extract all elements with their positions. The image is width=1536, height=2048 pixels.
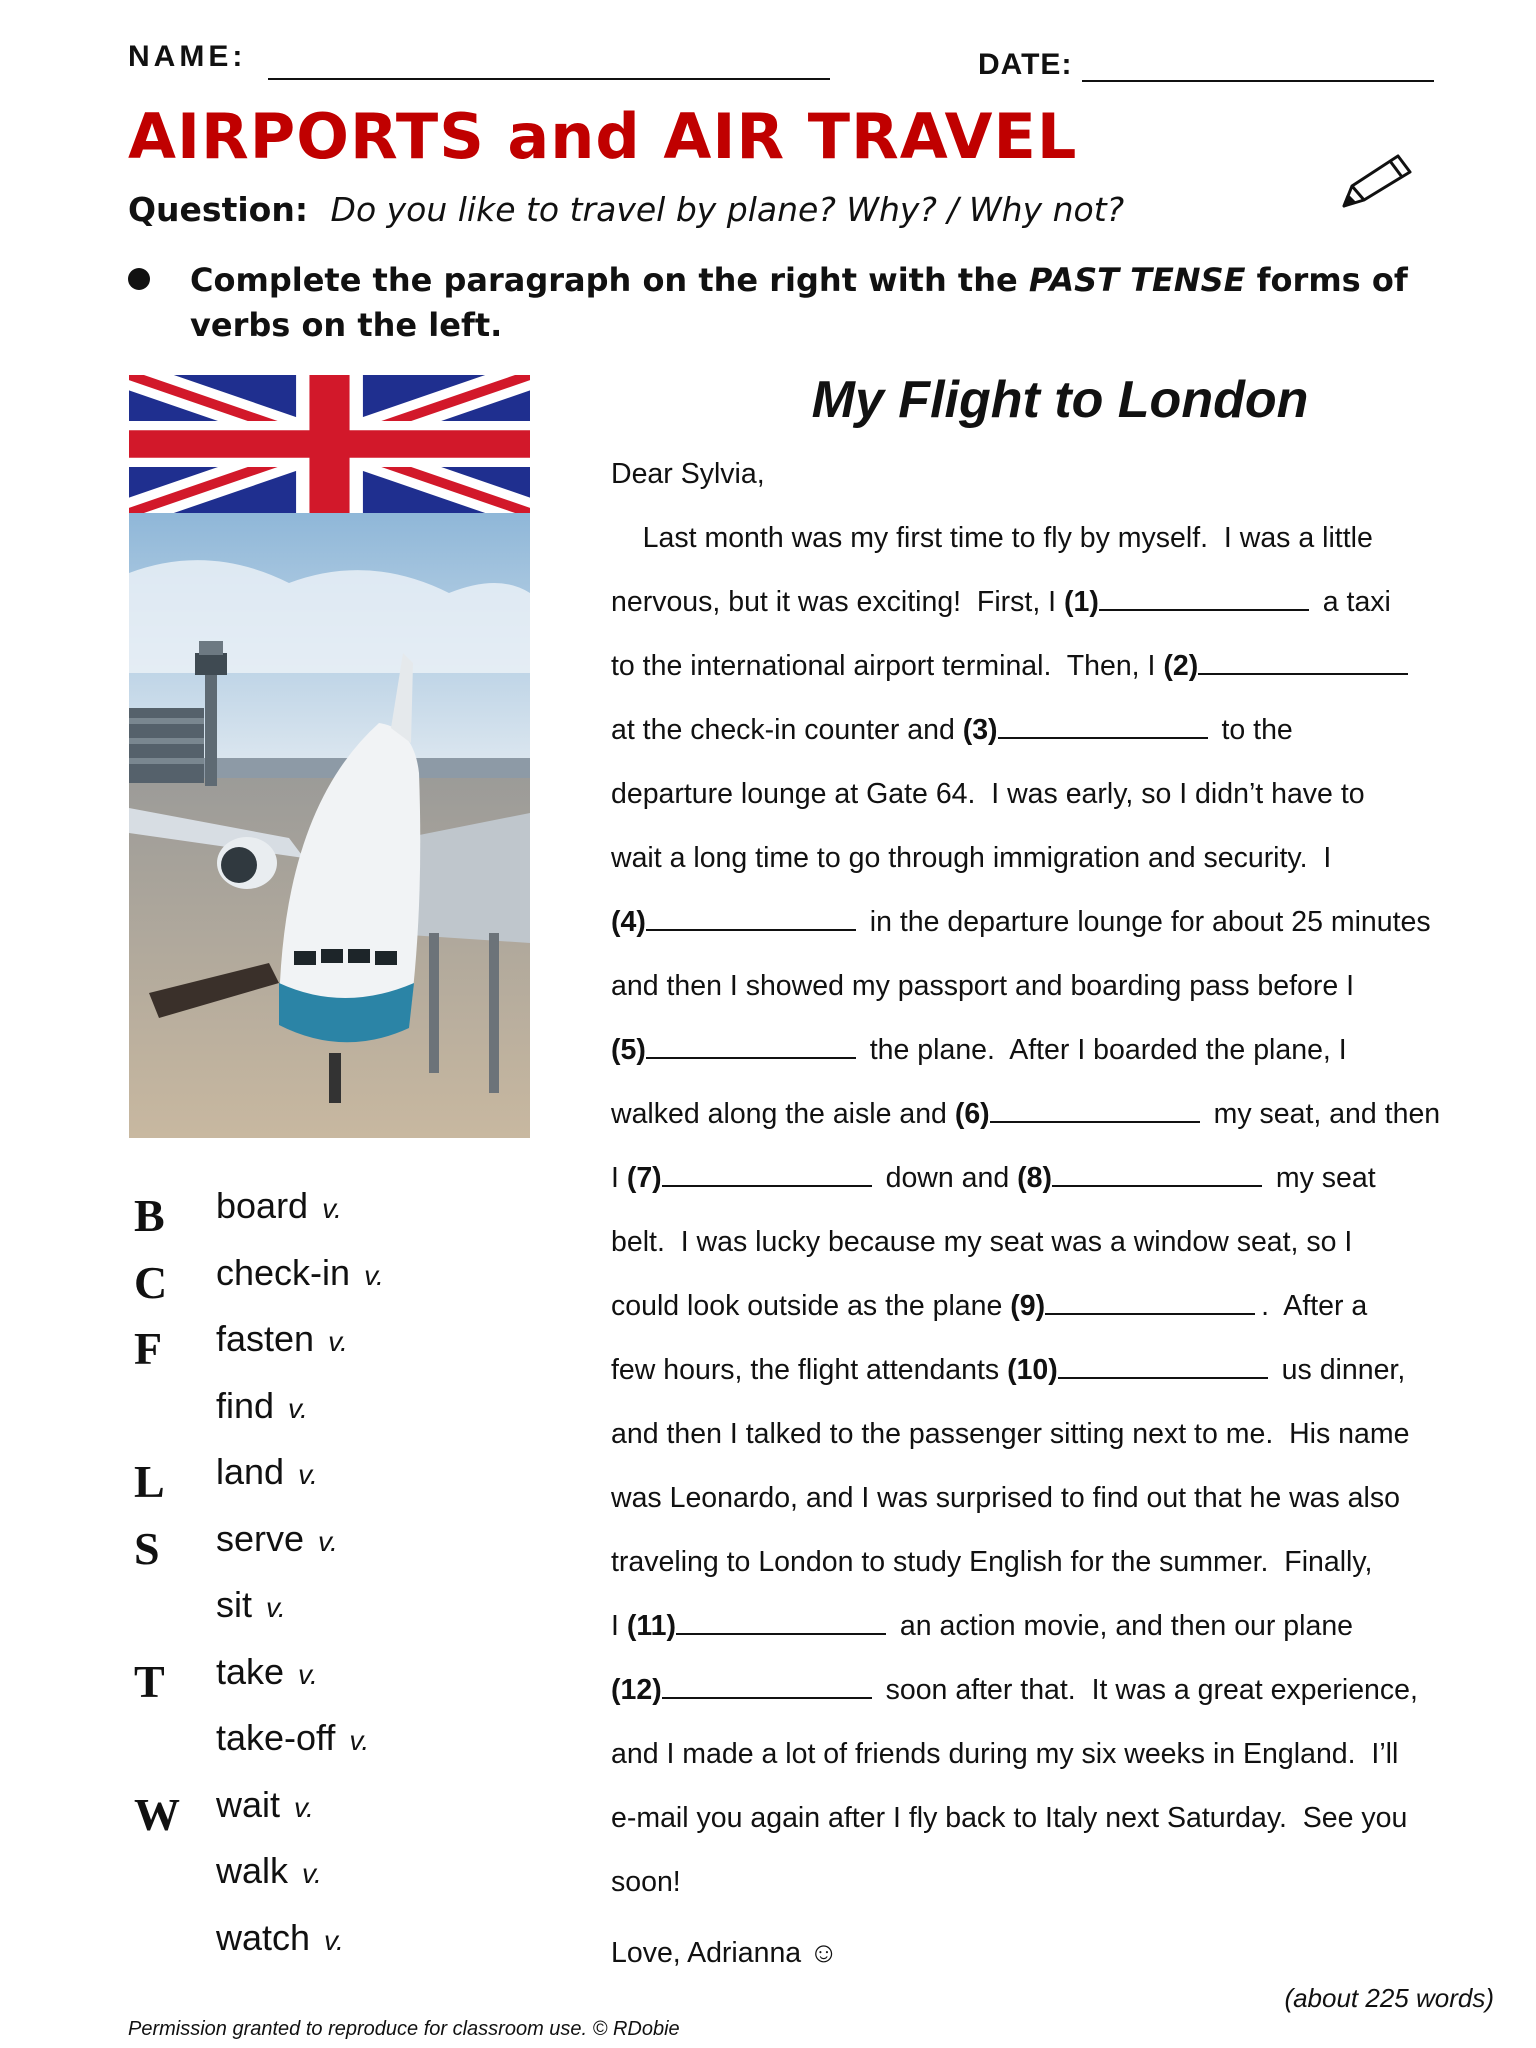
verb: find xyxy=(216,1384,275,1426)
story-line xyxy=(611,842,1331,875)
story-text: down and xyxy=(877,1162,1018,1194)
story-text: . After a xyxy=(1261,1290,1368,1322)
word-bank-item xyxy=(128,1318,508,1384)
story-line xyxy=(611,1418,1409,1451)
story-text: I xyxy=(611,1162,627,1194)
verb: take-off xyxy=(216,1717,336,1758)
answer-blank[interactable] xyxy=(646,1035,856,1059)
part-of-speech: v. xyxy=(298,1459,318,1490)
story-line xyxy=(611,1546,1372,1579)
story-text: us dinner, xyxy=(1273,1354,1406,1386)
story-text: the plane. After I boarded the plane, I xyxy=(861,1034,1347,1066)
story-line xyxy=(611,970,1354,1003)
part-of-speech: v. xyxy=(288,1392,308,1424)
story-text: to the xyxy=(1213,714,1293,746)
answer-blank[interactable] xyxy=(676,1611,886,1635)
story-text: soon! xyxy=(611,1866,681,1898)
blank-number: (9) xyxy=(1010,1290,1046,1322)
blank-number: (2) xyxy=(1163,650,1199,682)
story-text: and then I talked to the passenger sitting next to me. His name xyxy=(611,1418,1410,1450)
part-of-speech: v. xyxy=(364,1259,384,1291)
story-line xyxy=(611,1354,1405,1387)
index-letter: B xyxy=(134,1190,165,1241)
verb: serve xyxy=(216,1517,305,1559)
story-text: an action movie, and then our plane xyxy=(891,1610,1354,1642)
question xyxy=(128,190,1124,229)
story-text: and I made a lot of friends during my six weeks in England. I’ll xyxy=(611,1738,1399,1770)
story-line xyxy=(611,1226,1352,1259)
story-text: to the international airport terminal. Then, I xyxy=(611,650,1164,682)
part-of-speech: v. xyxy=(324,1924,344,1956)
index-letter: W xyxy=(134,1788,180,1840)
verb: walk xyxy=(216,1850,289,1891)
story-line xyxy=(611,1290,1367,1323)
index-letter: S xyxy=(134,1522,160,1574)
bullet-icon xyxy=(128,268,150,290)
footer-permission: Permission granted to reproduce for classroom use. © RDobie xyxy=(128,2018,680,2040)
story-line xyxy=(611,1802,1407,1835)
uk-flag-image xyxy=(129,375,530,513)
index-letter: C xyxy=(134,1256,168,1308)
instruction-part2: forms of verbs on the left. xyxy=(190,261,1408,344)
story-line xyxy=(611,778,1365,811)
page-title: AIRPORTS and AIR TRAVEL xyxy=(128,100,1078,173)
instruction-part1: Complete the paragraph on the right with the xyxy=(190,261,1029,299)
story-line xyxy=(611,1738,1398,1771)
part-of-speech: v. xyxy=(294,1791,314,1823)
airplane-photo xyxy=(129,513,530,1138)
story-text: in the departure lounge for about 25 minutes xyxy=(861,906,1431,938)
date-field[interactable] xyxy=(1082,80,1434,82)
date-label: DATE: xyxy=(978,48,1073,81)
part-of-speech: v. xyxy=(318,1525,338,1557)
answer-blank[interactable] xyxy=(990,1099,1200,1123)
part-of-speech: v. xyxy=(322,1193,342,1224)
blank-number: (5) xyxy=(611,1034,646,1066)
story-line xyxy=(611,714,1293,747)
index-letter: L xyxy=(134,1456,165,1507)
name-field[interactable] xyxy=(268,78,830,80)
blank-number: (7) xyxy=(626,1162,662,1194)
story-text: nervous, but it was exciting! First, I xyxy=(611,586,1064,618)
question-label: Question: xyxy=(128,190,309,229)
answer-blank[interactable] xyxy=(662,1163,872,1187)
answer-blank[interactable] xyxy=(646,907,856,931)
word-bank-item xyxy=(128,1185,508,1251)
story-text: belt. I was lucky because my seat was a window seat, so I xyxy=(611,1226,1353,1258)
story-text: my seat xyxy=(1267,1162,1376,1194)
story-text: Last month was my first time to fly by myself. I was a little xyxy=(611,522,1373,554)
story-text: wait a long time to go through immigration and security. I xyxy=(611,842,1332,874)
story-title: My Flight to London xyxy=(811,371,1309,429)
story-greeting: Dear Sylvia, xyxy=(611,458,765,490)
story-text: was Leonardo, and I was surprised to find out that he was also xyxy=(611,1482,1400,1514)
word-bank-item xyxy=(128,1917,508,1983)
story-line xyxy=(611,1098,1440,1131)
story-line xyxy=(611,906,1431,939)
verb: take xyxy=(216,1650,285,1692)
story-text: I xyxy=(611,1610,627,1642)
story-line xyxy=(611,1034,1347,1067)
word-bank-item xyxy=(128,1451,508,1517)
story-text: soon after that. It was a great experience, xyxy=(877,1674,1418,1706)
verb: land xyxy=(216,1451,285,1492)
verb: board xyxy=(216,1185,309,1226)
blank-number: (12) xyxy=(611,1674,662,1706)
verb: sit xyxy=(216,1584,252,1625)
story-line xyxy=(611,522,1373,555)
pencil-icon xyxy=(1338,148,1420,214)
story-line xyxy=(611,1610,1353,1643)
answer-blank[interactable] xyxy=(1052,1163,1262,1187)
word-bank-item xyxy=(128,1518,508,1584)
blank-number: (3) xyxy=(962,714,998,746)
part-of-speech: v. xyxy=(302,1858,322,1889)
answer-blank[interactable] xyxy=(1045,1291,1255,1315)
word-bank-item xyxy=(128,1385,508,1451)
blank-number: (6) xyxy=(954,1098,990,1130)
story-text: could look outside as the plane xyxy=(611,1290,1011,1322)
story-line xyxy=(611,650,1414,683)
word-bank-item xyxy=(128,1651,508,1717)
blank-number: (1) xyxy=(1064,586,1099,618)
question-text: Do you like to travel by plane? Why? / Why not? xyxy=(330,190,1125,229)
answer-blank[interactable] xyxy=(1099,587,1309,611)
answer-blank[interactable] xyxy=(1198,651,1408,675)
story-line xyxy=(611,586,1391,619)
answer-blank[interactable] xyxy=(1058,1355,1268,1379)
story-text: a taxi xyxy=(1314,586,1391,618)
story-line xyxy=(611,1866,681,1899)
story-text: and then I showed my passport and boarding pass before I xyxy=(611,970,1355,1002)
part-of-speech: v. xyxy=(266,1592,286,1623)
story-line xyxy=(611,1482,1400,1515)
verb: check-in xyxy=(216,1251,351,1293)
story-text: traveling to London to study English for the summer. Finally, xyxy=(611,1546,1373,1578)
word-bank-item xyxy=(128,1784,508,1850)
answer-blank[interactable] xyxy=(998,715,1208,739)
part-of-speech: v. xyxy=(349,1725,370,1756)
story-text: at the check-in counter and xyxy=(611,714,963,746)
verb: watch xyxy=(216,1916,311,1958)
index-letter: T xyxy=(134,1655,165,1707)
story-text: few hours, the flight attendants xyxy=(611,1354,1008,1386)
story-text: departure lounge at Gate 64. I was early, so I didn’t have to xyxy=(611,778,1365,810)
word-bank-item xyxy=(128,1717,508,1783)
story-closing: Love, Adrianna ☺ xyxy=(611,1937,839,1969)
story-text: walked along the aisle and xyxy=(611,1098,955,1130)
word-count: (about 225 words) xyxy=(1284,1983,1494,2013)
blank-number: (8) xyxy=(1017,1162,1052,1194)
instruction xyxy=(128,258,1448,348)
index-letter: F xyxy=(134,1323,163,1374)
story-line xyxy=(611,1162,1376,1195)
answer-blank[interactable] xyxy=(662,1675,872,1699)
story-text: my seat, and then xyxy=(1205,1098,1441,1130)
blank-number: (11) xyxy=(626,1610,676,1642)
verb: fasten xyxy=(216,1318,315,1359)
part-of-speech: v. xyxy=(328,1326,348,1357)
story-text: e-mail you again after I fly back to Italy next Saturday. See you xyxy=(611,1802,1408,1834)
story-line xyxy=(611,1674,1418,1707)
word-bank-item xyxy=(128,1850,508,1916)
instruction-emphasis: PAST TENSE xyxy=(1028,261,1246,299)
name-label: NAME: xyxy=(128,40,247,73)
word-bank-item xyxy=(128,1252,508,1318)
verb: wait xyxy=(216,1783,281,1825)
blank-number: (4) xyxy=(611,906,646,938)
part-of-speech: v. xyxy=(298,1658,318,1690)
blank-number: (10) xyxy=(1007,1354,1058,1386)
word-bank-item xyxy=(128,1584,508,1650)
